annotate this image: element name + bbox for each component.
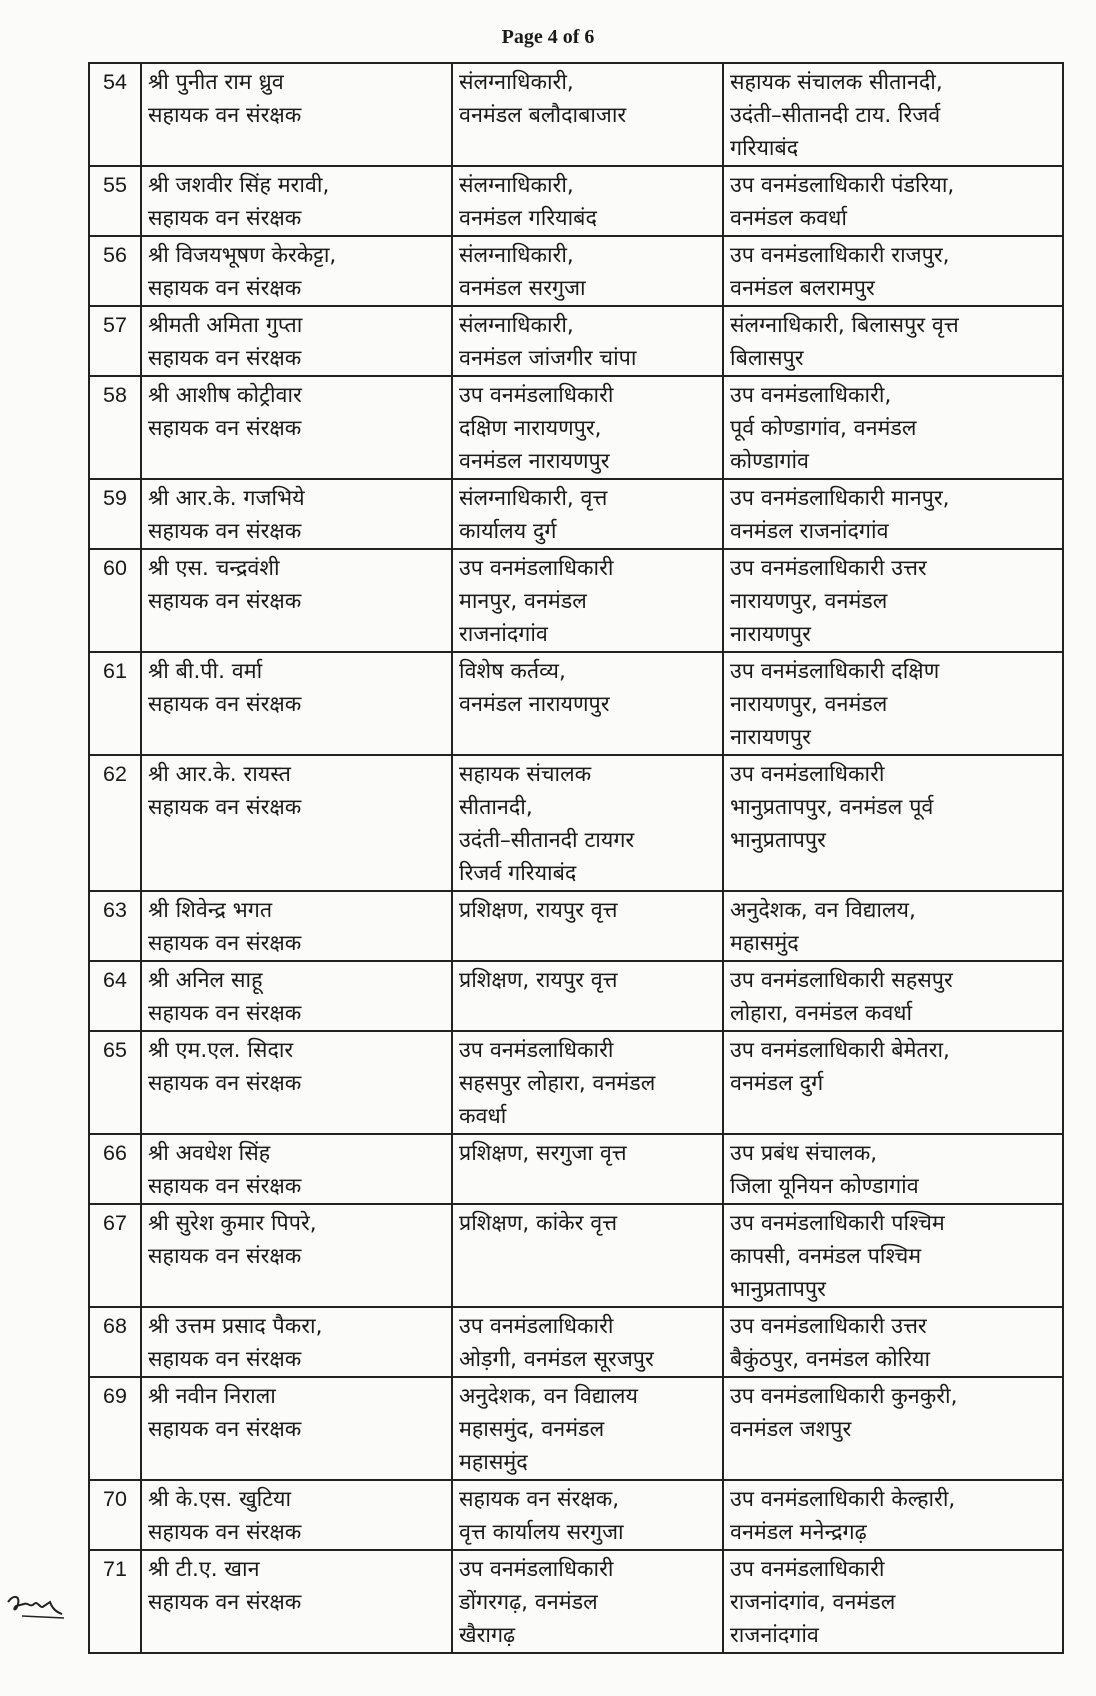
cell-line: राजनांदगांव xyxy=(730,1623,819,1648)
new-posting-cell xyxy=(723,1307,1063,1377)
cell-line: उप वनमंडलाधिकारी उत्तर xyxy=(730,556,927,581)
cell-line: राजनांदगांव, वनमंडल xyxy=(730,1590,896,1615)
cell-line: भानुप्रतापपुर xyxy=(730,1277,826,1302)
cell-line: जिला यूनियन कोण्डागांव xyxy=(730,1174,919,1199)
cell-line: उप वनमंडलाधिकारी मानपुर, xyxy=(730,486,950,511)
cell-line: सहसपुर लोहारा, वनमंडल xyxy=(459,1071,656,1096)
cell-line: वनमंडल बलरामपुर xyxy=(730,276,875,301)
handwritten-signature xyxy=(4,1588,68,1628)
new-posting-cell xyxy=(723,652,1063,755)
officer-name-cell xyxy=(141,1031,452,1134)
cell-line: खैरागढ़ xyxy=(459,1623,516,1648)
cell-line: अनुदेशक, वन विद्यालय, xyxy=(730,898,916,923)
cell-line: वनमंडल सरगुजा xyxy=(459,276,586,301)
cell-line: सहायक संचालक xyxy=(459,762,592,787)
officer-name-cell xyxy=(141,1480,452,1550)
current-posting-cell xyxy=(452,236,723,306)
cell-line: वनमंडल कवर्धा xyxy=(730,206,847,231)
serial-number-cell: 54 xyxy=(89,63,141,166)
cell-line: महासमुंद xyxy=(459,1450,528,1475)
cell-line: प्रशिक्षण, रायपुर वृत्त xyxy=(459,968,618,993)
cell-line: उप वनमंडलाधिकारी बेमेतरा, xyxy=(730,1038,950,1063)
cell-line: सहायक वन संरक्षक xyxy=(148,1174,302,1199)
cell-line: नारायणपुर xyxy=(730,725,811,750)
cell-line: संलग्नाधिकारी, वृत्त xyxy=(459,486,608,511)
cell-line: कार्यालय दुर्ग xyxy=(459,519,557,544)
transfer-table-body xyxy=(89,63,1063,1653)
current-posting-cell xyxy=(452,1377,723,1480)
cell-line: संलग्नाधिकारी, xyxy=(459,313,574,338)
officer-name-cell xyxy=(141,1550,452,1653)
cell-line: सहायक वन संरक्षक xyxy=(148,1001,302,1026)
serial-number-cell: 55 xyxy=(89,166,141,236)
serial-number-cell: 64 xyxy=(89,961,141,1031)
serial-number-cell: 57 xyxy=(89,306,141,376)
cell-line: श्री आर.के. गजभिये xyxy=(148,486,305,511)
cell-line: प्रशिक्षण, रायपुर वृत्त xyxy=(459,898,618,923)
serial-number-cell: 67 xyxy=(89,1204,141,1307)
cell-line: प्रशिक्षण, सरगुजा वृत्त xyxy=(459,1141,627,1166)
cell-line: श्रीमती अमिता गुप्ता xyxy=(148,313,303,338)
new-posting-cell xyxy=(723,549,1063,652)
current-posting-cell xyxy=(452,961,723,1031)
table-row xyxy=(89,376,1063,479)
current-posting-cell xyxy=(452,63,723,166)
table-row xyxy=(89,1204,1063,1307)
cell-line: वनमंडल राजनांदगांव xyxy=(730,519,889,544)
serial-number-cell: 65 xyxy=(89,1031,141,1134)
current-posting-cell xyxy=(452,652,723,755)
cell-line: महासमुंद, वनमंडल xyxy=(459,1417,605,1442)
current-posting-cell xyxy=(452,755,723,891)
officer-name-cell xyxy=(141,891,452,961)
current-posting-cell xyxy=(452,1134,723,1204)
table-row xyxy=(89,1134,1063,1204)
serial-number-cell: 68 xyxy=(89,1307,141,1377)
serial-number-cell: 66 xyxy=(89,1134,141,1204)
new-posting-cell xyxy=(723,961,1063,1031)
cell-line: सहायक वन संरक्षक xyxy=(148,1244,302,1269)
cell-line: सहायक वन संरक्षक xyxy=(148,1520,302,1545)
current-posting-cell xyxy=(452,1480,723,1550)
cell-line: श्री अनिल साहू xyxy=(148,968,263,993)
serial-number-cell: 70 xyxy=(89,1480,141,1550)
cell-line: श्री विजयभूषण केरकेट्टा, xyxy=(148,243,337,268)
cell-line: पूर्व कोण्डागांव, वनमंडल xyxy=(730,416,917,441)
cell-line: संलग्नाधिकारी, बिलासपुर वृत्त xyxy=(730,313,959,338)
current-posting-cell xyxy=(452,549,723,652)
transfer-table xyxy=(88,62,1064,1654)
serial-number-cell: 61 xyxy=(89,652,141,755)
current-posting-cell xyxy=(452,166,723,236)
cell-line: रिजर्व गरियाबंद xyxy=(459,861,577,886)
cell-line: उप वनमंडलाधिकारी केल्हारी, xyxy=(730,1487,956,1512)
serial-number-cell: 56 xyxy=(89,236,141,306)
current-posting-cell xyxy=(452,1307,723,1377)
table-row xyxy=(89,1550,1063,1653)
table-row xyxy=(89,236,1063,306)
cell-line: वनमंडल जांजगीर चांपा xyxy=(459,346,637,371)
cell-line: उप वनमंडलाधिकारी कुनकुरी, xyxy=(730,1384,958,1409)
cell-line: उप वनमंडलाधिकारी xyxy=(459,1557,614,1582)
cell-line: उप वनमंडलाधिकारी xyxy=(730,1557,885,1582)
cell-line: वनमंडल जशपुर xyxy=(730,1417,852,1442)
cell-line: सहायक वन संरक्षक xyxy=(148,589,302,614)
serial-number-cell: 63 xyxy=(89,891,141,961)
cell-line: सहायक वन संरक्षक xyxy=(148,1590,302,1615)
cell-line: डोंगरगढ़, वनमंडल xyxy=(459,1590,598,1615)
cell-line: सहायक वन संरक्षक xyxy=(148,276,302,301)
officer-name-cell xyxy=(141,63,452,166)
cell-line: सहायक वन संरक्षक xyxy=(148,346,302,371)
cell-line: सहायक वन संरक्षक xyxy=(148,416,302,441)
table-row xyxy=(89,63,1063,166)
cell-line: संलग्नाधिकारी, xyxy=(459,70,574,95)
table-row xyxy=(89,652,1063,755)
cell-line: श्री उत्तम प्रसाद पैकरा, xyxy=(148,1314,323,1339)
page-number-header: Page 4 of 6 xyxy=(501,26,595,48)
cell-line: भानुप्रतापपुर xyxy=(730,828,826,853)
cell-line: सहायक वन संरक्षक xyxy=(148,519,302,544)
cell-line: गरियाबंद xyxy=(730,136,799,161)
cell-line: भानुप्रतापपुर, वनमंडल पूर्व xyxy=(730,795,934,820)
officer-name-cell xyxy=(141,166,452,236)
cell-line: वनमंडल बलौदाबाजार xyxy=(459,103,627,128)
officer-name-cell xyxy=(141,1307,452,1377)
new-posting-cell xyxy=(723,1377,1063,1480)
cell-line: बिलासपुर xyxy=(730,346,804,371)
current-posting-cell xyxy=(452,1204,723,1307)
cell-line: वनमंडल गरियाबंद xyxy=(459,206,597,231)
cell-line: श्री बी.पी. वर्मा xyxy=(148,659,263,684)
cell-line: नारायणपुर, वनमंडल xyxy=(730,589,888,614)
cell-line: उप वनमंडलाधिकारी सहसपुर xyxy=(730,968,953,993)
table-row xyxy=(89,166,1063,236)
new-posting-cell xyxy=(723,166,1063,236)
cell-line: सहायक वन संरक्षक xyxy=(148,1347,302,1372)
officer-name-cell xyxy=(141,236,452,306)
cell-line: उदंती–सीतानदी टायगर xyxy=(459,828,635,853)
cell-line: उप वनमंडलाधिकारी पश्चिम xyxy=(730,1211,945,1236)
table-row xyxy=(89,479,1063,549)
serial-number-cell: 59 xyxy=(89,479,141,549)
cell-line: सहायक वन संरक्षक, xyxy=(459,1487,620,1512)
cell-line: उप वनमंडलाधिकारी उत्तर xyxy=(730,1314,927,1339)
cell-line: संलग्नाधिकारी, xyxy=(459,173,574,198)
cell-line: प्रशिक्षण, कांकेर वृत्त xyxy=(459,1211,618,1236)
cell-line: वनमंडल दुर्ग xyxy=(730,1071,824,1096)
cell-line: श्री के.एस. खुटिया xyxy=(148,1487,292,1512)
new-posting-cell xyxy=(723,1134,1063,1204)
cell-line: अनुदेशक, वन विद्यालय xyxy=(459,1384,638,1409)
cell-line: दक्षिण नारायणपुर, xyxy=(459,416,602,441)
cell-line: श्री सुरेश कुमार पिपरे, xyxy=(148,1211,317,1236)
table-row xyxy=(89,755,1063,891)
new-posting-cell xyxy=(723,236,1063,306)
cell-line: सहायक वन संरक्षक xyxy=(148,1071,302,1096)
serial-number-cell: 71 xyxy=(89,1550,141,1653)
officer-name-cell xyxy=(141,755,452,891)
officer-name-cell xyxy=(141,376,452,479)
cell-line: उदंती–सीतानदी टाय. रिजर्व xyxy=(730,103,941,128)
cell-line: नारायणपुर xyxy=(730,622,811,647)
serial-number-cell: 69 xyxy=(89,1377,141,1480)
cell-line: श्री शिवेन्द्र भगत xyxy=(148,898,273,923)
new-posting-cell xyxy=(723,1550,1063,1653)
current-posting-cell xyxy=(452,376,723,479)
officer-name-cell xyxy=(141,652,452,755)
table-row xyxy=(89,1480,1063,1550)
cell-line: सहायक वन संरक्षक xyxy=(148,931,302,956)
new-posting-cell xyxy=(723,63,1063,166)
current-posting-cell xyxy=(452,306,723,376)
cell-line: सहायक वन संरक्षक xyxy=(148,692,302,717)
cell-line: श्री टी.ए. खान xyxy=(148,1557,260,1582)
officer-name-cell xyxy=(141,1377,452,1480)
officer-name-cell xyxy=(141,549,452,652)
cell-line: श्री एस. चन्द्रवंशी xyxy=(148,556,280,581)
cell-line: उप प्रबंध संचालक, xyxy=(730,1141,878,1166)
cell-line: महासमुंद xyxy=(730,931,799,956)
current-posting-cell xyxy=(452,1550,723,1653)
serial-number-cell: 58 xyxy=(89,376,141,479)
cell-line: उप वनमंडलाधिकारी, xyxy=(730,383,892,408)
officer-name-cell xyxy=(141,1134,452,1204)
new-posting-cell xyxy=(723,306,1063,376)
cell-line: मानपुर, वनमंडल xyxy=(459,589,587,614)
cell-line: सहायक संचालक सीतानदी, xyxy=(730,70,943,95)
cell-line: वनमंडल मनेन्द्रगढ़ xyxy=(730,1520,867,1545)
table-row xyxy=(89,549,1063,652)
cell-line: उप वनमंडलाधिकारी xyxy=(730,762,885,787)
table-row xyxy=(89,961,1063,1031)
new-posting-cell xyxy=(723,1031,1063,1134)
serial-number-cell: 62 xyxy=(89,755,141,891)
cell-line: बैकुंठपुर, वनमंडल कोरिया xyxy=(730,1347,931,1372)
cell-line: सहायक वन संरक्षक xyxy=(148,206,302,231)
cell-line: उप वनमंडलाधिकारी xyxy=(459,1038,614,1063)
cell-line: सीतानदी, xyxy=(459,795,533,820)
cell-line: उप वनमंडलाधिकारी xyxy=(459,1314,614,1339)
new-posting-cell xyxy=(723,376,1063,479)
officer-name-cell xyxy=(141,1204,452,1307)
current-posting-cell xyxy=(452,891,723,961)
cell-line: श्री जशवीर सिंह मरावी, xyxy=(148,173,330,198)
cell-line: वनमंडल नारायणपुर xyxy=(459,692,610,717)
cell-line: श्री एम.एल. सिदार xyxy=(148,1038,294,1063)
new-posting-cell xyxy=(723,479,1063,549)
cell-line: श्री अवधेश सिंह xyxy=(148,1141,271,1166)
cell-line: उप वनमंडलाधिकारी xyxy=(459,383,614,408)
table-row xyxy=(89,1377,1063,1480)
current-posting-cell xyxy=(452,479,723,549)
cell-line: सहायक वन संरक्षक xyxy=(148,1417,302,1442)
cell-line: सहायक वन संरक्षक xyxy=(148,103,302,128)
cell-line: ओड़गी, वनमंडल सूरजपुर xyxy=(459,1347,654,1372)
cell-line: श्री आर.के. रायस्त xyxy=(148,762,291,787)
cell-line: सहायक वन संरक्षक xyxy=(148,795,302,820)
cell-line: कापसी, वनमंडल पश्चिम xyxy=(730,1244,922,1269)
officer-name-cell xyxy=(141,306,452,376)
cell-line: नारायणपुर, वनमंडल xyxy=(730,692,888,717)
cell-line: विशेष कर्तव्य, xyxy=(459,659,566,684)
table-row xyxy=(89,306,1063,376)
cell-line: वृत्त कार्यालय सरगुजा xyxy=(459,1520,624,1545)
table-row xyxy=(89,1307,1063,1377)
current-posting-cell xyxy=(452,1031,723,1134)
table-row xyxy=(89,891,1063,961)
table-row xyxy=(89,1031,1063,1134)
new-posting-cell xyxy=(723,1480,1063,1550)
cell-line: उप वनमंडलाधिकारी राजपुर, xyxy=(730,243,950,268)
new-posting-cell xyxy=(723,891,1063,961)
cell-line: उप वनमंडलाधिकारी पंडरिया, xyxy=(730,173,955,198)
serial-number-cell: 60 xyxy=(89,549,141,652)
cell-line: लोहारा, वनमंडल कवर्धा xyxy=(730,1001,913,1026)
officer-name-cell xyxy=(141,961,452,1031)
cell-line: राजनांदगांव xyxy=(459,622,548,647)
new-posting-cell xyxy=(723,755,1063,891)
cell-line: संलग्नाधिकारी, xyxy=(459,243,574,268)
cell-line: वनमंडल नारायणपुर xyxy=(459,449,610,474)
cell-line: श्री नवीन निराला xyxy=(148,1384,276,1409)
cell-line: उप वनमंडलाधिकारी xyxy=(459,556,614,581)
cell-line: उप वनमंडलाधिकारी दक्षिण xyxy=(730,659,940,684)
new-posting-cell xyxy=(723,1204,1063,1307)
cell-line: श्री पुनीत राम ध्रुव xyxy=(148,70,284,95)
cell-line: कवर्धा xyxy=(459,1104,507,1129)
cell-line: कोण्डागांव xyxy=(730,449,809,474)
officer-name-cell xyxy=(141,479,452,549)
cell-line: श्री आशीष कोट्रीवार xyxy=(148,383,302,408)
